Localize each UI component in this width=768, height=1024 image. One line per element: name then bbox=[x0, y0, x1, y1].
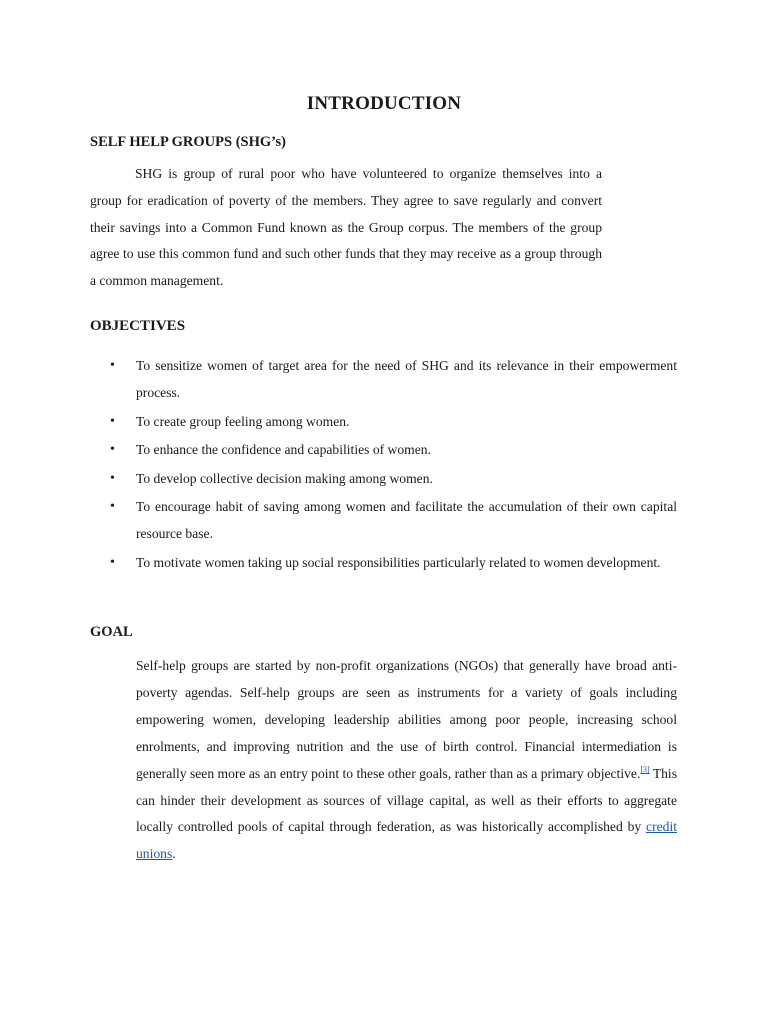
citation-link[interactable]: [3] bbox=[640, 764, 650, 774]
list-item bbox=[90, 436, 677, 463]
bullet-icon: • bbox=[110, 499, 115, 514]
objective-text: To sensitize women of target area for the need of SHG and its relevance in their empowerment process. bbox=[136, 358, 677, 400]
section-heading-objectives: OBJECTIVES bbox=[90, 318, 186, 334]
bullet-icon: • bbox=[110, 554, 115, 570]
list-item bbox=[90, 493, 677, 547]
list-item bbox=[90, 549, 677, 576]
goal-paragraph bbox=[136, 653, 677, 868]
objective-text: To develop collective decision making among women. bbox=[136, 470, 433, 486]
shg-paragraph: SHG is group of rural poor who have volunteered to organize themselves into a group for eradication of poverty of the members. They agree to save regularly and convert their savings into a Common Fund known as the Group corpus. The members of the group agree to use this common fund and such other funds that they may receive as a group through a common management. bbox=[90, 166, 602, 289]
list-item bbox=[90, 465, 677, 492]
bullet-icon: • bbox=[110, 442, 115, 457]
credit-unions-link[interactable]: credit unions bbox=[136, 819, 677, 862]
page-title: INTRODUCTION bbox=[306, 93, 462, 114]
bullet-icon: • bbox=[110, 470, 115, 486]
goal-text-part2: This can hinder their development as sources of village capital, as well as their efforts to aggregate locally controlled pools of capital through federation, as was historically accomplished by bbox=[136, 765, 677, 835]
list-item bbox=[90, 352, 677, 406]
goal-text-end: . bbox=[172, 846, 176, 862]
objective-text: To encourage habit of saving among women and facilitate the accumulation of their own capital resource base. bbox=[136, 499, 677, 541]
objective-text: To create group feeling among women. bbox=[136, 413, 350, 429]
objectives-list bbox=[90, 352, 677, 577]
section-heading-goal: GOAL bbox=[90, 624, 133, 640]
list-item bbox=[90, 408, 677, 435]
section-heading-shg: SELF HELP GROUPS (SHG’s) bbox=[90, 134, 286, 150]
bullet-icon: • bbox=[110, 358, 115, 373]
goal-text-part1: Self-help groups are started by non-profit organizations (NGOs) that generally have broad anti-poverty agendas. Self-help groups are seen as instruments for a variety of goals including empowering women, developing leadership abilities among poor people, increasing school enrolments, and improving nutrition and the use of birth control. Financial intermediation is generally seen more as an entry point to these other goals, rather than as a primary objective. bbox=[136, 658, 677, 781]
objective-text: To enhance the confidence and capabilities of women. bbox=[136, 442, 431, 457]
bullet-icon: • bbox=[110, 413, 115, 429]
objective-text: To motivate women taking up social responsibilities particularly related to women development. bbox=[136, 554, 661, 570]
